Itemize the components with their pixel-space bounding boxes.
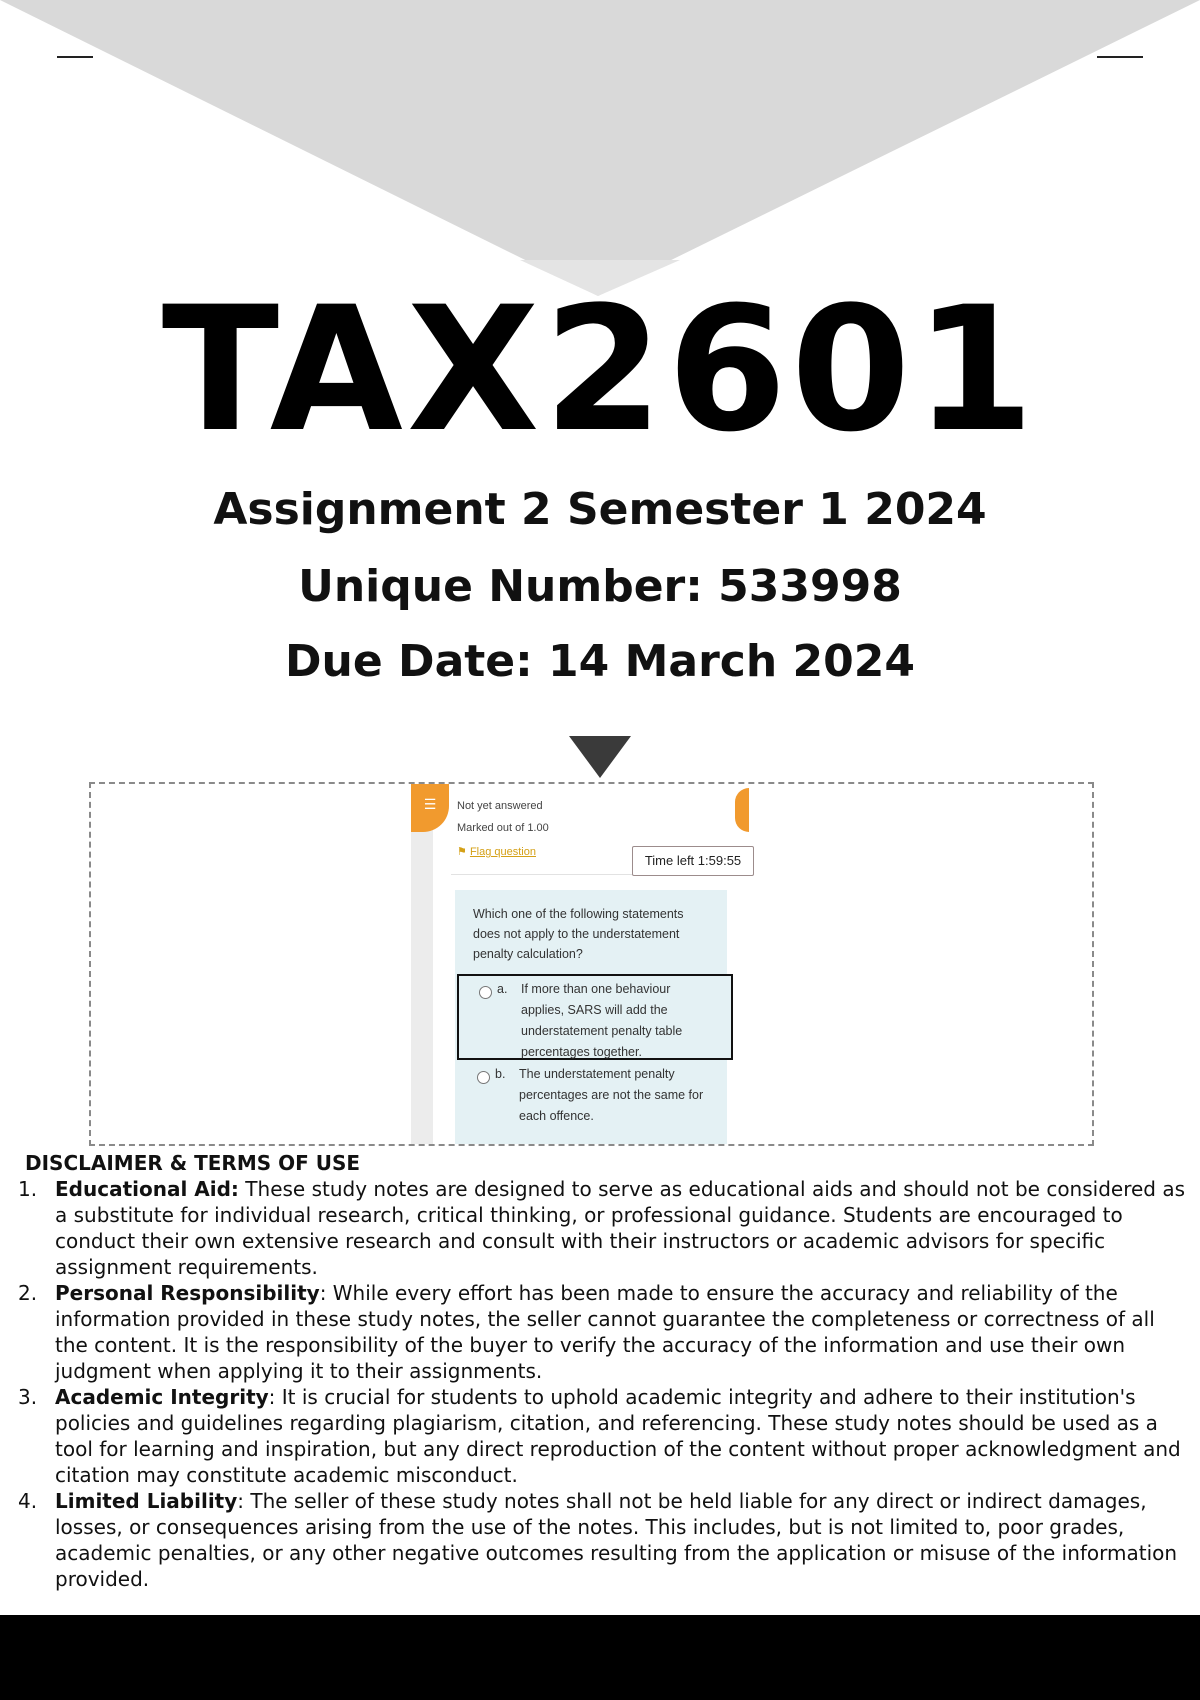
option-a-text: If more than one behaviour applies, SARS will add the understatement penalty table percentages together. — [521, 982, 683, 1059]
corner-rule-left — [57, 56, 93, 58]
option-b-radio[interactable] — [477, 1071, 490, 1084]
quiz-nav-button[interactable] — [411, 782, 449, 832]
question-status: Not yet answered — [457, 800, 543, 812]
disclaimer-item — [15, 1488, 1190, 1592]
time-left-badge: Time left 1:59:55 — [632, 846, 754, 876]
question-text: Which one of the following statements does not apply to the understatement penalty calculation? — [473, 907, 684, 961]
item-text: These study notes are designed to serve as educational aids and should not be considered as a substitute for individual research, critical thinking, or professional guidance. Students are encouraged to conduct their own extensive research and consult with their instructors or academic advisors for specific assignment requirements. — [55, 1177, 1186, 1279]
option-a-radio[interactable] — [479, 986, 492, 999]
flag-question-link[interactable] — [457, 845, 536, 858]
disclaimer-item — [15, 1176, 1190, 1280]
item-heading: Academic Integrity — [55, 1385, 269, 1409]
unique-number-line: Unique Number: 533998 — [298, 561, 902, 612]
item-heading: Personal Responsibility — [55, 1281, 320, 1305]
option-b-row[interactable] — [457, 1062, 733, 1146]
flag-question-label: Flag question — [469, 846, 536, 858]
option-b-text: The understatement penalty percentages are not the same for each offence. — [519, 1067, 704, 1123]
item-heading: Educational Aid: — [55, 1177, 239, 1201]
quiz-screenshot — [411, 782, 771, 1146]
option-a-row[interactable] — [457, 974, 733, 1060]
option-a-letter: a. — [497, 982, 508, 996]
flag-icon: ⚑ — [457, 846, 467, 858]
corner-rule-right — [1097, 56, 1143, 58]
course-code-title: TAX2601 — [161, 269, 1039, 470]
header-chevron-banner — [0, 0, 1200, 300]
disclaimer-title: DISCLAIMER & TERMS OF USE — [25, 1151, 361, 1175]
disclaimer-item — [15, 1280, 1190, 1384]
footer-bar — [0, 1615, 1200, 1700]
quiz-sidebar-rail — [411, 782, 433, 1146]
due-date-line: Due Date: 14 March 2024 — [285, 636, 915, 687]
assignment-line: Assignment 2 Semester 1 2024 — [213, 484, 987, 535]
down-arrow-icon — [569, 736, 631, 778]
quiz-screenshot-frame — [89, 782, 1094, 1146]
item-text: : The seller of these study notes shall not be held liable for any direct or indirect damages, losses, or consequences arising from the use of the notes. This includes, but is not limited to, poor grades, academic penalties, or any other negative outcomes resulting from the application or misuse of the information provided. — [55, 1489, 1178, 1591]
disclaimer-list — [15, 1176, 1190, 1592]
question-info-panel — [451, 782, 751, 875]
item-number: 1. — [18, 1177, 38, 1201]
disclaimer-item — [15, 1384, 1190, 1488]
item-number: 4. — [18, 1489, 38, 1513]
list-icon: ☰ — [423, 797, 437, 813]
item-heading: Limited Liability — [55, 1489, 238, 1513]
item-number: 3. — [18, 1385, 38, 1409]
item-number: 2. — [18, 1281, 38, 1305]
item-text: : While every effort has been made to ensure the accuracy and reliability of the information provided in these study notes, the seller cannot guarantee the completeness or correctness of all the content. It is the responsibility of the buyer to verify the accuracy of the information and use their own judgment when applying it to their assignments. — [55, 1281, 1155, 1383]
question-marks: Marked out of 1.00 — [457, 822, 549, 834]
option-b-letter: b. — [495, 1067, 506, 1081]
item-text: : It is crucial for students to uphold academic integrity and adhere to their institution's policies and guidelines regarding plagiarism, citation, and referencing. These study notes should be used as a tool for learning and inspiration, but any direct reproduction of the content without proper acknowledgment and citation may constitute academic misconduct. — [55, 1385, 1181, 1487]
